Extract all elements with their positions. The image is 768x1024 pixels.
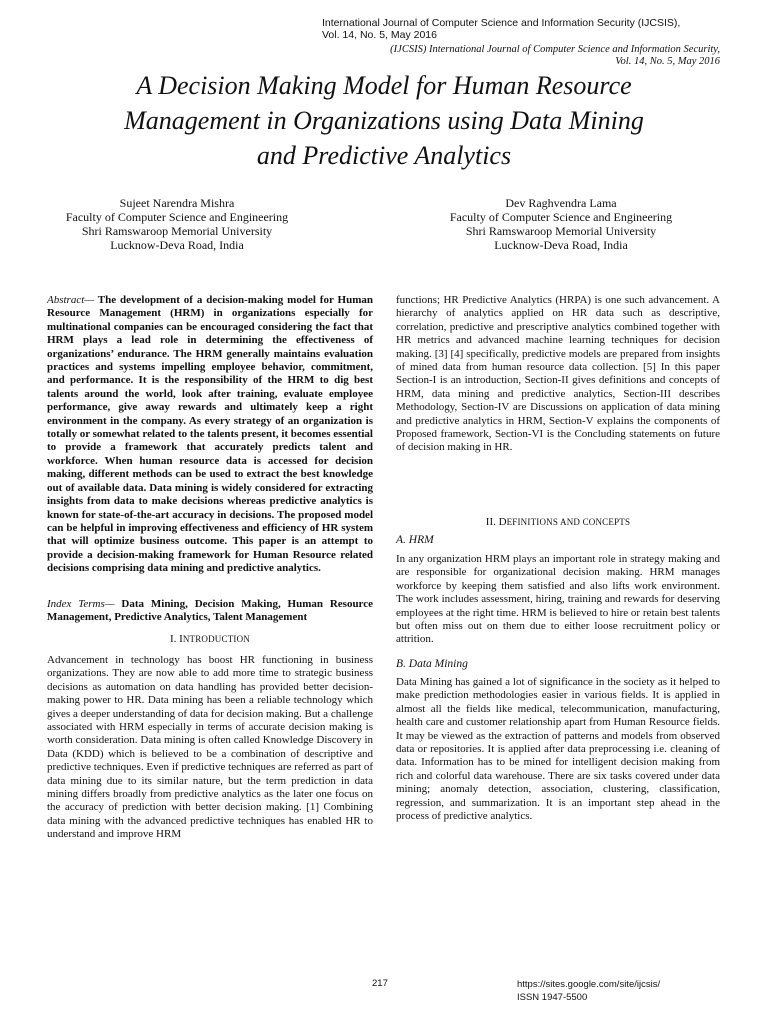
data-mining-text: Data Mining has gained a lot of significance in the society as it helped to make prediction methodologies easier in various fields. It is applied in almost all the fields like medical, telecommunication, manufacturing, health care and customer relationship apart from Human Resource fields. It may be viewed as the extraction of patterns and models from observed data or repositories. It is applied after data preprocessing i.e. cleaning of data. Information has to be mined for intelligent decision making from rich and colorful data warehouse. There are six tasks covered under data mining; anomaly detection, association, clustering, classification, regression, and summarization. It is an important step ahead in the process of predictive analytics. <box>396 676 720 823</box>
author-department: Faculty of Computer Science and Engineering <box>65 210 289 224</box>
abstract-text: The development of a decision-making model for Human Resource Management (HRM) in organizations especially for multinational companies can be encouraged considering the fact that HRM plays a lead role in determining the effectiveness of organizations’ endurance. The HRM generally maintains evaluation practices and systems impelling employee behavior, commitment, and performance. It is the responsibility of the HRM to dig best talents around the world, look after training, evaluate employee performance, give away rewards and ultimately keep a right environment in the company. As every strategy of an organization is totally or somewhat related to the talents present, it becomes essential to provide a framework that accurately predicts talent and workforce. When human resource data is accessed for decision making, different methods can be used to extract the best knowledge out of available data. Data mining is widely considered for extracting insights from data to make decisions whereas predictive analytics is known for state-of-the-art accuracy in decisions. The proposed model can be helpful in improving effectiveness and efficiency of HR system that will optimize business outcome. This paper is an attempt to provide a decision-making framework for Human Resource related decisions comprising data mining and predictive analytics. <box>47 294 373 575</box>
abstract <box>47 294 373 576</box>
author-university: Shri Ramswaroop Memorial University <box>465 224 657 238</box>
journal-header-line4: Vol. 14, No. 5, May 2016 <box>615 56 720 67</box>
author-department: Faculty of Computer Science and Engineering <box>449 210 673 224</box>
abstract-label: Abstract— <box>47 294 95 306</box>
page-number: 217 <box>372 978 388 989</box>
paper-title <box>40 68 728 173</box>
footer-info <box>517 978 660 1004</box>
author-block-1 <box>12 196 342 252</box>
section-heading-definitions: II. DEFINITIONS AND CONCEPTS <box>485 516 631 528</box>
journal-header-line3: (IJCSIS) International Journal of Computer Science and Information Security, <box>390 44 720 55</box>
subsection-heading-data-mining: B. Data Mining <box>396 658 468 670</box>
issn: ISSN 1947-5500 <box>517 992 588 1003</box>
author-name: Dev Raghvendra Lama <box>505 196 617 210</box>
index-terms-label: Index Terms— <box>47 598 115 610</box>
author-address: Lucknow-Deva Road, India <box>494 238 628 252</box>
author-block-2 <box>396 196 726 252</box>
journal-header-line1: International Journal of Computer Science and Information Security (IJCSIS), <box>322 17 681 29</box>
journal-header-line2: Vol. 14, No. 5, May 2016 <box>322 29 437 41</box>
author-university: Shri Ramswaroop Memorial University <box>81 224 273 238</box>
index-terms <box>47 598 373 625</box>
index-terms-text: Data Mining, Decision Making, Human Resource Management, Predictive Analytics, Talent Management <box>47 598 374 624</box>
introduction-continued-text: functions; HR Predictive Analytics (HRPA) is one such advancement. A hierarchy of analytics applied on HR data such as descriptive, correlation, predictive and prescriptive analytics combined together with HR metrics and advanced machine learning techniques for decision making. [3] [4] specifically, predictive models are prepared from insights of mined data from human resource data collection. [5] In this paper Section-I is an introduction, Section-II gives definitions and concepts of HRM, data mining and predictive analytics, Section-III describes Methodology, Section-IV are Discussions on application of data mining and predictive analytics in HRM, Section-V explains the components of Proposed framework, Section-VI is the Concluding statements on future of decision making in HR. <box>396 294 720 454</box>
subsection-heading-hrm: A. HRM <box>396 534 434 546</box>
author-name: Sujeet Narendra Mishra <box>119 196 235 210</box>
section-heading-introduction: I. INTRODUCTION <box>169 633 251 645</box>
author-address: Lucknow-Deva Road, India <box>110 238 244 252</box>
hrm-text: In any organization HRM plays an important role in strategy making and are responsible for organizational decision making. HRM manages workforce by keeping them satisfied and also lifts work environment. The work includes assessment, hiring, training and rewards for deserving employees at the right time. HRM is believed to hire or retain best talents but often miss out on them due to either loose recruitment policy or attrition. <box>396 553 720 646</box>
title-line2: Management in Organizations using Data Mining <box>124 106 644 135</box>
journal-url[interactable]: https://sites.google.com/site/ijcsis/ <box>517 979 661 990</box>
introduction-text: Advancement in technology has boost HR functioning in business organizations. They are now able to add more time to strategic business decisions as automation on data handling has provided better decision-making power to HR. Data mining has been a reliable technology which gives a deeper understanding of data for decision making. But a challenge associated with HRM especially in terms of accurate decision making is worth consideration. Data mining is often called Knowledge Discovery in Data (KDD) which is believed to be a combination of descriptive and predictive techniques. Even if predictive techniques are referred as part of data mining due to its similar nature, but the term prediction in data mining differs broadly from predictive analytics as the later one focus on the accuracy of prediction with better decision making. [1] Combining data mining with the advanced predictive techniques has enabled HR to understand and improve HRM <box>47 654 373 841</box>
title-line1: A Decision Making Model for Human Resource <box>136 71 632 100</box>
title-line3: and Predictive Analytics <box>256 141 512 170</box>
